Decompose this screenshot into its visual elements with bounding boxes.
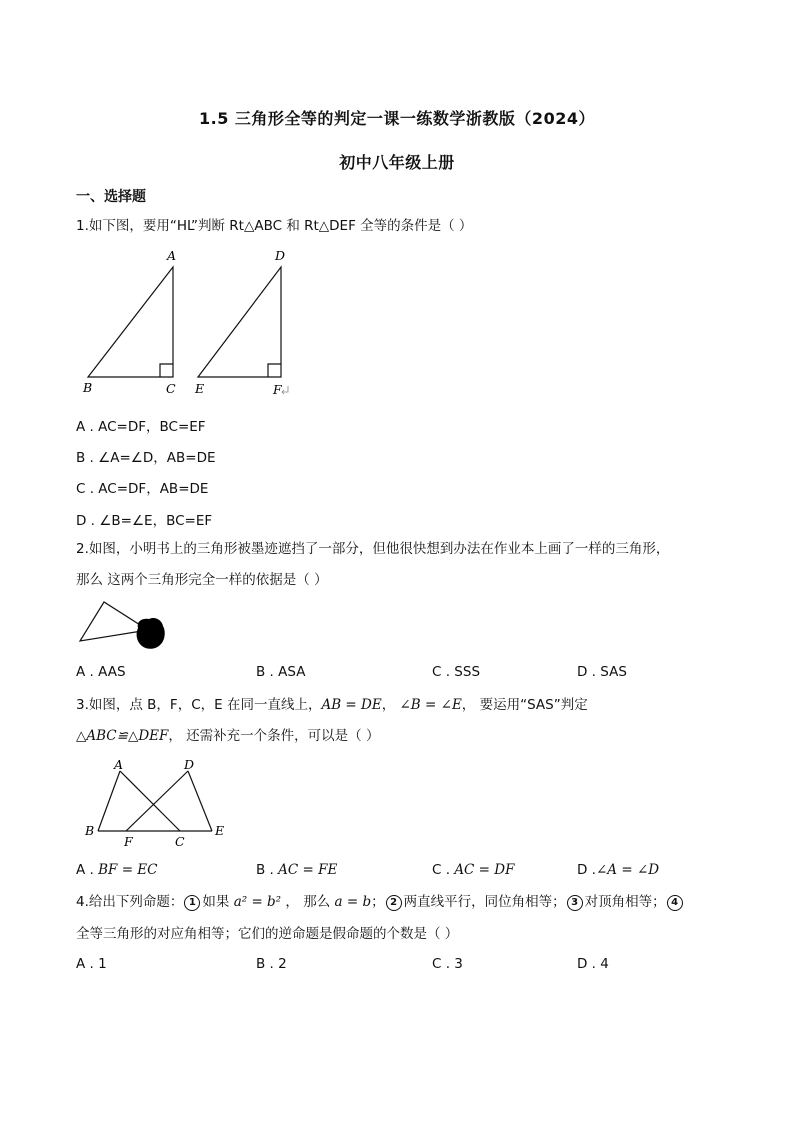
q4-option-d[interactable]: D . 4 <box>577 956 609 972</box>
question-2-line2: 那么 这两个三角形完全一样的依据是（ ） <box>76 572 328 588</box>
question-1-text: 1.如下图，要用“HL”判断 Rt△ABC 和 Rt△DEF 全等的条件是（ ） <box>76 218 473 234</box>
circled-number-4: 4 <box>667 895 683 911</box>
triangle-abc <box>88 267 173 377</box>
q3-math-angle: ∠B = ∠E <box>399 697 462 713</box>
q2-option-b[interactable]: B . ASA <box>256 664 306 680</box>
q3-option-c-letter: C . <box>432 862 451 878</box>
question-2-figure <box>76 598 168 652</box>
triangle-def <box>198 267 281 377</box>
q4-option-c[interactable]: C . 3 <box>432 956 463 972</box>
question-3-line2 <box>76 726 379 746</box>
q4-prefix: 4.给出下列命题： <box>76 894 184 910</box>
segment-ab <box>98 771 120 831</box>
question-4-line2: 全等三角形的对应角相等；它们的逆命题是假命题的个数是（ ） <box>76 926 459 942</box>
q4-p2: 两直线平行，同位角相等； <box>403 894 566 910</box>
q3-option-a[interactable] <box>76 862 158 878</box>
q1-option-a[interactable]: A . AC=DF，BC=EF <box>76 419 206 435</box>
q4-p1-end: ； <box>371 894 385 910</box>
label-c: C <box>166 381 176 396</box>
question-2-line1: 2.如图，小明书上的三角形被墨迹遮挡了一部分，但他很快想到办法在作业本上画了一样的三角形， <box>76 541 670 557</box>
q2-option-d[interactable]: D . SAS <box>577 664 627 680</box>
label-a: A <box>114 757 124 772</box>
q3-option-c-math: AC = DF <box>454 862 515 878</box>
q2-option-a[interactable]: A . AAS <box>76 664 126 680</box>
q3-option-d[interactable] <box>577 862 659 878</box>
label-d: D <box>275 248 286 263</box>
right-angle-mark-f <box>268 364 281 377</box>
q1-option-c[interactable]: C . AC=DF，AB=DE <box>76 481 209 497</box>
q4-p1-pre: 如果 <box>202 894 230 910</box>
question-3-figure <box>80 755 230 851</box>
segment-fd <box>126 771 188 831</box>
question-4-line1 <box>76 892 685 912</box>
q3-math-congruence: △ABC≌△DEF <box>76 728 169 744</box>
q3-text-line2: ， 还需补充一个条件，可以是（ ） <box>168 728 380 744</box>
q3-math-ab-de: AB = DE <box>321 697 382 713</box>
label-c: C <box>175 834 185 849</box>
segment-ac <box>120 771 180 831</box>
label-e: E <box>215 823 225 838</box>
label-d: D <box>184 757 195 772</box>
label-f: F <box>273 382 282 397</box>
question-1-figure <box>76 245 306 400</box>
q4-math-square: a² = b² <box>233 894 282 910</box>
q4-p1-mid: ， 那么 <box>285 894 331 910</box>
q3-option-a-letter: A . <box>76 862 94 878</box>
right-angle-mark-c <box>160 364 173 377</box>
q3-text-sep: ， <box>381 697 396 713</box>
q1-option-b[interactable]: B . ∠A=∠D，AB=DE <box>76 450 216 466</box>
label-b: B <box>85 823 95 838</box>
return-mark-icon <box>282 386 288 394</box>
q4-math-equal: a = b <box>334 894 372 910</box>
q3-option-b-letter: B . <box>256 862 274 878</box>
segment-de <box>188 771 212 831</box>
q1-option-d[interactable]: D . ∠B=∠E，BC=EF <box>76 513 213 529</box>
q4-option-b[interactable]: B . 2 <box>256 956 287 972</box>
label-b: B <box>83 380 93 395</box>
label-e: E <box>195 381 205 396</box>
label-a: A <box>167 248 177 263</box>
label-f: F <box>124 834 133 849</box>
circled-number-3: 3 <box>567 895 583 911</box>
q3-text-prefix: 3.如图，点 B，F，C，E 在同一直线上， <box>76 697 322 713</box>
section-heading: 一、选择题 <box>76 189 146 205</box>
q3-option-b-math: AC = FE <box>278 862 338 878</box>
q3-option-d-letter: D . <box>577 862 596 878</box>
q4-option-a[interactable]: A . 1 <box>76 956 107 972</box>
q3-option-a-math: BF = EC <box>98 862 158 878</box>
q3-text-suffix: ， 要运用“SAS”判定 <box>461 697 588 713</box>
q3-option-d-math: ∠A = ∠D <box>595 862 660 878</box>
q2-option-c[interactable]: C . SSS <box>432 664 481 680</box>
ink-blot <box>137 618 165 649</box>
page-subtitle: 初中八年级上册 <box>339 153 455 172</box>
q3-option-c[interactable] <box>432 862 514 878</box>
circled-number-2: 2 <box>386 895 402 911</box>
page-title: 1.5 三角形全等的判定一课一练数学浙教版（2024） <box>199 109 595 128</box>
q3-option-b[interactable] <box>256 862 337 878</box>
circled-number-1: 1 <box>184 895 200 911</box>
q4-p3: 对顶角相等； <box>584 894 666 910</box>
question-3-line1 <box>76 695 588 715</box>
